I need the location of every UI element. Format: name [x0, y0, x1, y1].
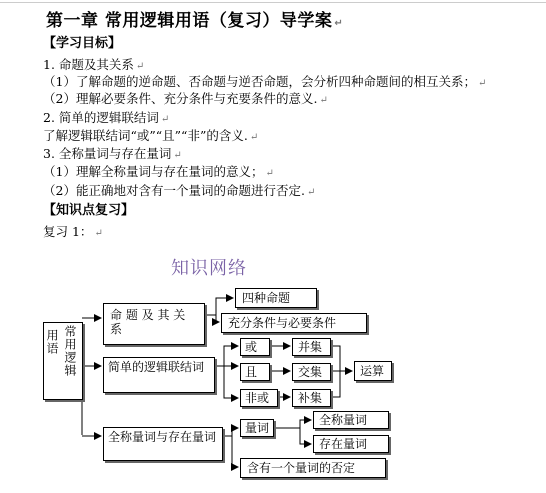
- node-universal: 全称量词: [313, 411, 389, 429]
- node-quantifiers: 全称量词与存在量词: [103, 427, 223, 461]
- review-header: 【知识点复习】: [43, 203, 135, 218]
- learning-goals-header: 【学习目标】: [43, 36, 122, 51]
- node-intersection: 交集: [292, 363, 331, 381]
- goal-line-1: 1. 命题及其关系 ↵: [43, 57, 145, 72]
- node-union: 并集: [292, 338, 331, 356]
- goal-line-4: 2. 简单的逻辑联结词 ↵: [43, 110, 170, 125]
- goal-line-3: （2）理解必要条件、充分条件与充要条件的意义. ↵: [43, 91, 328, 106]
- goal-line-7: （1）理解全称量词与存在量词的意义； ↵: [43, 164, 274, 179]
- diagram-title: 知识网络: [171, 258, 247, 279]
- goal-line-6: 3. 全称量词与存在量词 ↵: [43, 146, 182, 161]
- root-node: 用语 常用逻辑: [43, 322, 83, 400]
- node-not: 非或: [240, 389, 278, 407]
- goal-line-5: 了解逻辑联结词“或”“且”“非”的含义. ↵: [43, 128, 259, 143]
- node-negation: 含有一个量词的否定: [240, 458, 386, 478]
- node-connectives: 简单的逻辑联结词: [103, 357, 215, 393]
- node-propositions: 命 题 及 其 关 系: [103, 303, 205, 345]
- node-four-propositions: 四种命题: [235, 288, 317, 308]
- goal-line-2: （1）了解命题的逆命题、否命题与逆否命题，会分析四种命题间的相互关系； ↵: [43, 74, 487, 89]
- node-operation: 运算: [354, 361, 392, 381]
- node-quantifier: 量词: [240, 419, 274, 437]
- goal-line-8: （2）能正确地对含有一个量词的命题进行否定. ↵: [43, 183, 316, 198]
- node-existential: 存在量词: [313, 435, 389, 453]
- node-or: 或: [240, 338, 270, 356]
- node-conditions: 充分条件与必要条件: [221, 313, 367, 333]
- page-title: 第一章 常用逻辑用语（复习）导学案 ↵: [46, 11, 344, 31]
- node-and: 且: [240, 363, 270, 381]
- node-complement: 补集: [292, 389, 331, 407]
- review-item-1: 复习 1： ↵: [43, 224, 103, 239]
